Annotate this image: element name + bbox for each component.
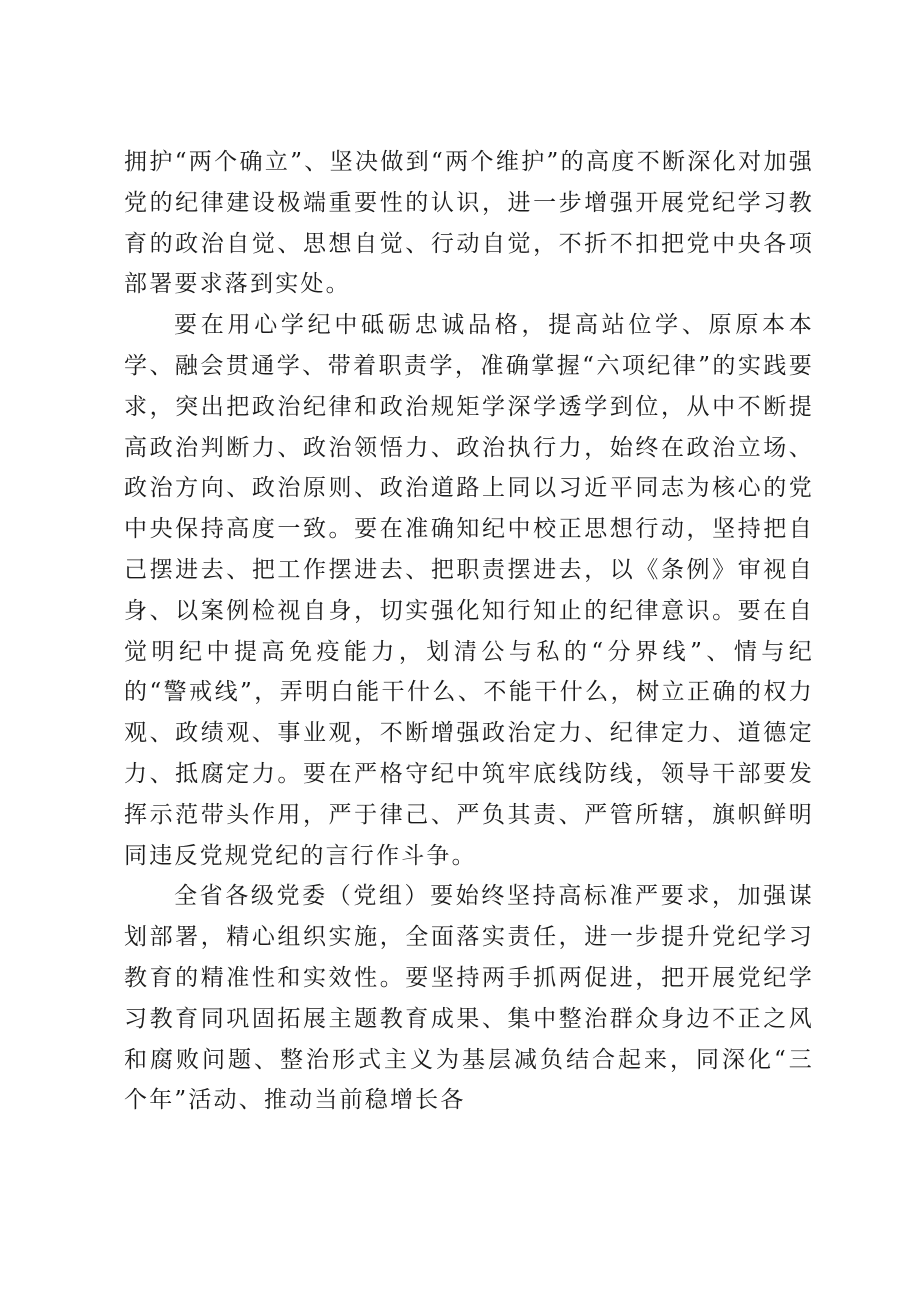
body-text	[124, 142, 814, 1121]
paragraph: 全省各级党委（党组）要始终坚持高标准严要求，加强谋划部署，精心组织实施，全面落实责任，进一步提升党纪学习教育的精准性和实效性。要坚持两手抓两促进，把开展党纪学习教育同巩固拓展主题教育成果、集中整治群众身边不正之风和腐败问题、整治形式主义为基层减负结合起来，同深化“三个年”活动、推动当前稳增长各	[124, 883, 814, 1114]
paragraph-continued: 拥护“两个确立”、坚决做到“两个维护”的高度不断深化对加强党的纪律建设极端重要性的认识，进一步增强开展党纪学习教育的政治自觉、思想自觉、行动自觉，不折不扣把党中央各项部署要求落到实处。	[124, 149, 814, 298]
paragraph: 要在用心学纪中砥砺忠诚品格，提高站位学、原原本本学、融会贯通学、带着职责学，准确掌握“六项纪律”的实践要求，突出把政治纪律和政治规矩学深学透学到位，从中不断提高政治判断力、政治领悟力、政治执行力，始终在政治立场、政治方向、政治原则、政治道路上同以习近平同志为核心的党中央保持高度一致。要在准确知纪中校正思想行动，坚持把自己摆进去、把工作摆进去、把职责摆进去，以《条例》审视自身、以案例检视自身，切实强化知行知止的纪律意识。要在自觉明纪中提高免疫能力，划清公与私的“分界线”、情与纪的“警戒线”，弄明白能干什么、不能干什么，树立正确的权力观、政绩观、事业观，不断增强政治定力、纪律定力、道德定力、抵腐定力。要在严格守纪中筑牢底线防线，领导干部要发挥示范带头作用，严于律己、严负其责、严管所辖，旗帜鲜明同违反党规党纪的言行作斗争。	[124, 312, 814, 869]
